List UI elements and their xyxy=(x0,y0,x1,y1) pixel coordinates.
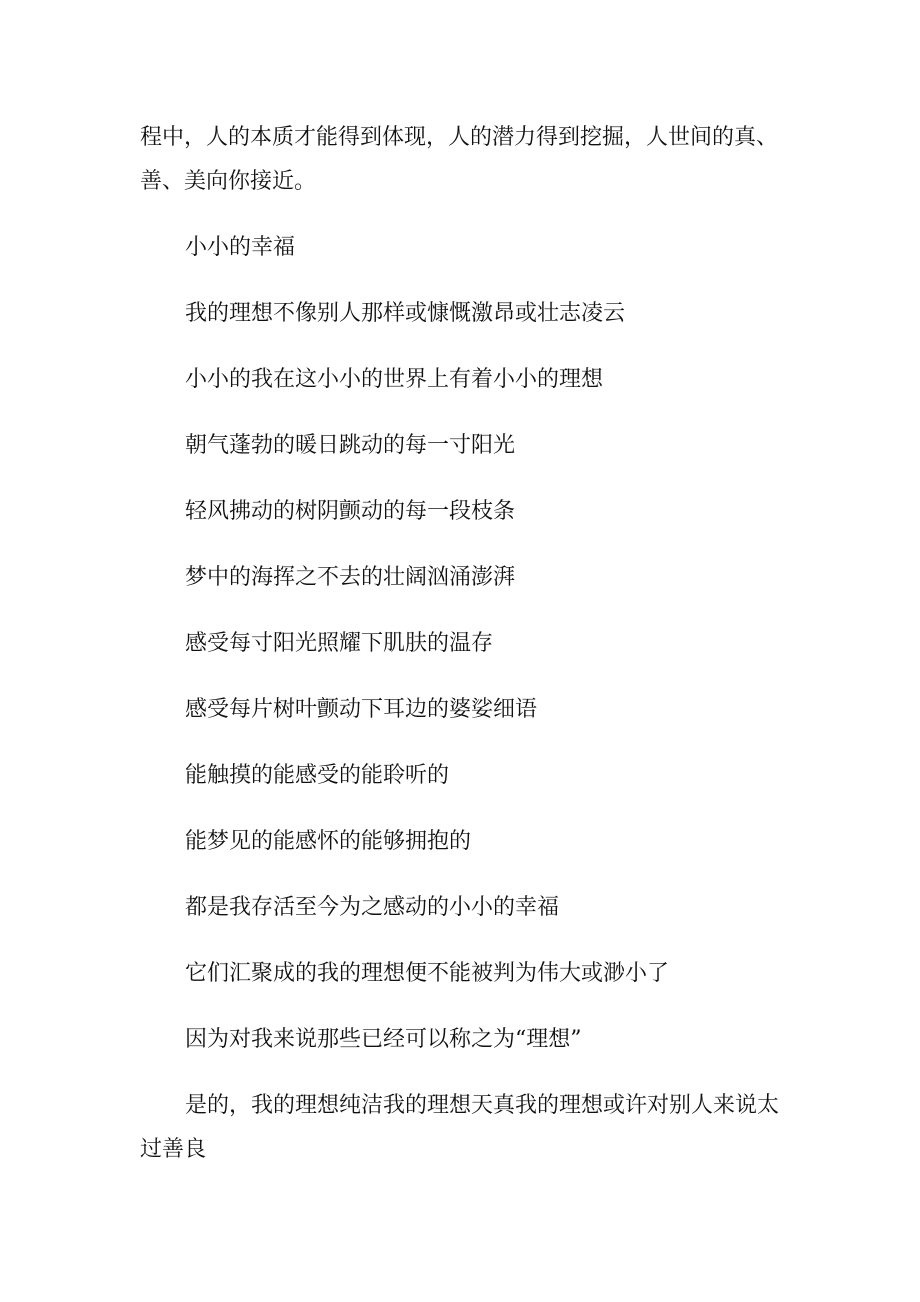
poem-line: 都是我存活至今为之感动的小小的幸福 xyxy=(185,895,560,920)
poem-title: 小小的幸福 xyxy=(185,235,296,260)
poem-line: 能触摸的能感受的能聆听的 xyxy=(185,763,450,788)
poem-line: 它们汇聚成的我的理想便不能被判为伟大或渺小了 xyxy=(185,961,670,986)
poem-line: 小小的我在这小小的世界上有着小小的理想 xyxy=(185,367,604,392)
poem-line: 因为对我来说那些已经可以称之为“理想” xyxy=(185,1027,582,1052)
document-body xyxy=(140,116,795,1172)
poem-line: 感受每片树叶颤动下耳边的婆娑细语 xyxy=(185,697,538,722)
poem-line: 能梦见的能感怀的能够拥抱的 xyxy=(185,829,472,854)
poem-line: 感受每寸阳光照耀下肌肤的温存 xyxy=(185,631,494,656)
poem-line-wrapped: 是的，我的理想纯洁我的理想天真我的理想或许对别人来说太过善良 xyxy=(140,1093,780,1162)
poem-line: 梦中的海挥之不去的壮阔汹涌澎湃 xyxy=(185,565,516,590)
poem-line: 朝气蓬勃的暖日跳动的每一寸阳光 xyxy=(185,433,516,458)
poem-line: 我的理想不像别人那样或慷慨激昂或壮志凌云 xyxy=(185,301,626,326)
poem-line: 轻风拂动的树阴颤动的每一段枝条 xyxy=(185,499,516,524)
paragraph-continuation: 程中，人的本质才能得到体现，人的潜力得到挖掘，人世间的真、善、美向你接近。 xyxy=(140,125,779,194)
